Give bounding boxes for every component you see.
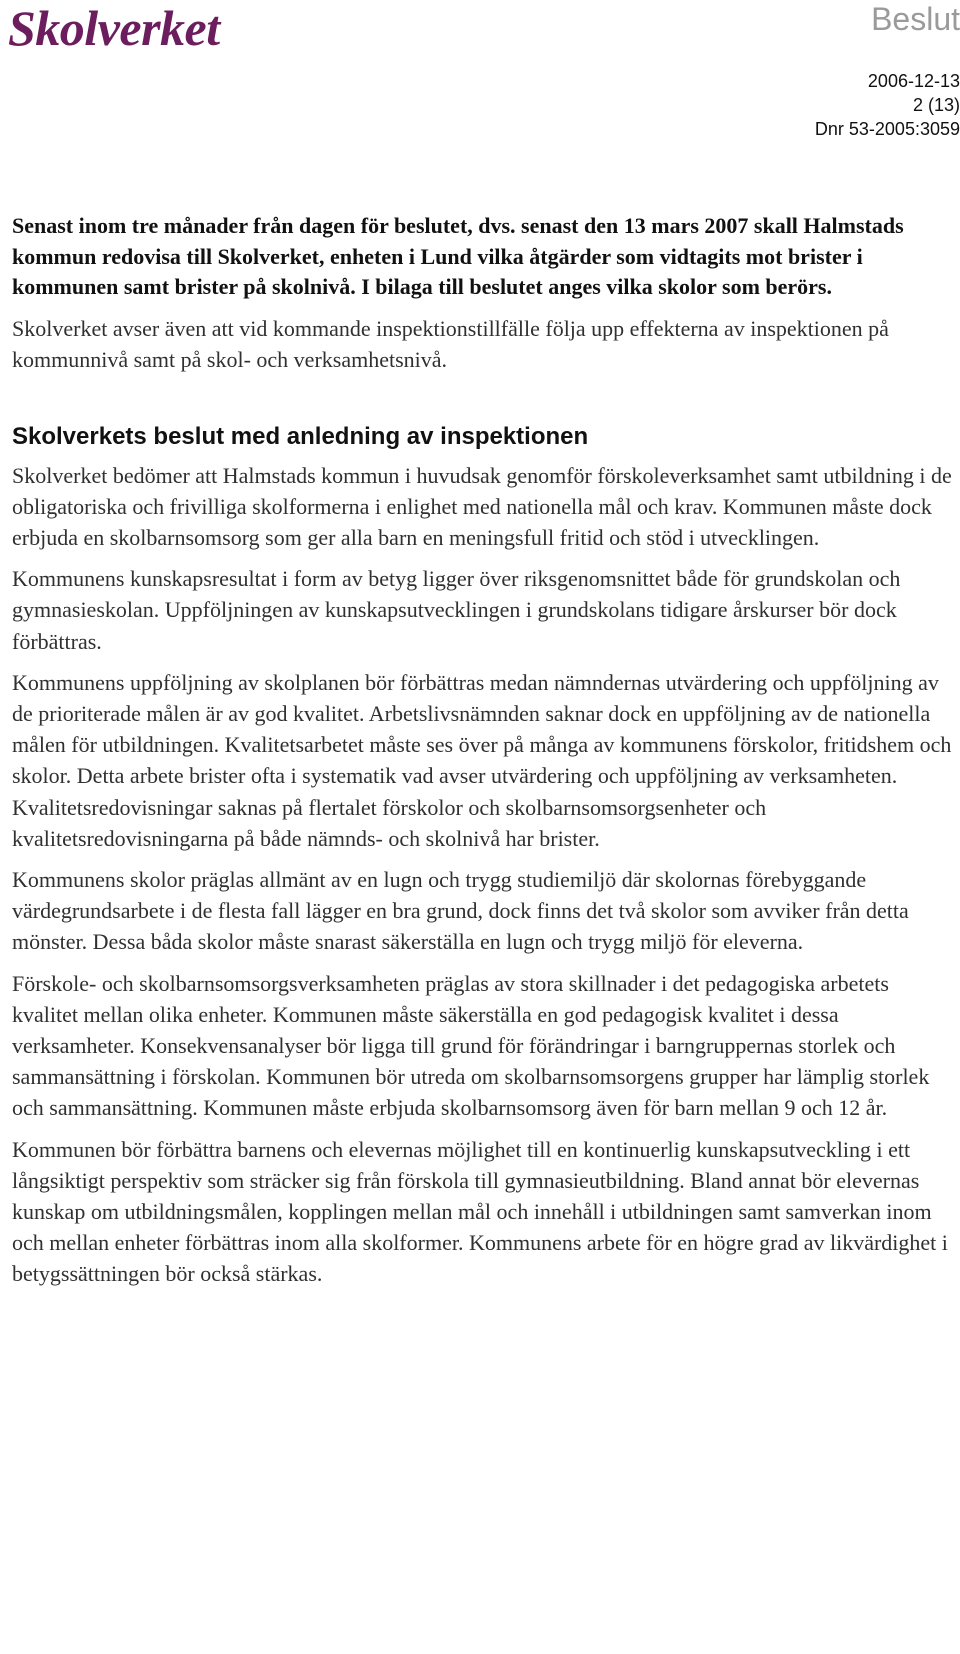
deadline-paragraph: Senast inom tre månader från dagen för beslutet, dvs. senast den 13 mars 2007 skall Halmstads kommun redovisa till Skolverket, enheten i Lund vilka åtgärder som vidtagits mot brister i kommunen samt brister på skolnivå. I bilaga till beslutet anges vilka skolor som berörs. [12,213,904,300]
section-heading: Skolverkets beslut med anledning av inspektionen [12,422,589,450]
body-paragraph: Kommunen bör förbättra barnens och elevernas möjlighet till en kontinuerlig kunskapsutveckling i ett långsiktigt perspektiv som sträcker sig från förskola till gymnasieutbildning. Bland annat bör elevernas kunskap om utbildningsmålen, kopplingen mellan mål och innehåll i utbildningen samt samverkan inom och mellan enheter förbättras inom alla skolformer. Kommunens arbete för en högre grad av likvärdighet i betygssättningen bör också stärkas. [12,1136,948,1287]
document-type-label: Beslut [871,1,960,37]
diary-number: Dnr 53-2005:3059 [814,119,960,139]
skolverket-logo: Skolverket [8,0,220,56]
document-body [12,211,956,1290]
body-paragraph: Kommunens skolor präglas allmänt av en lugn och trygg studiemiljö där skolornas förebyggande värdegrundsarbete i de flesta fall lägger en bra grund, dock finns det två skolor som avviker från detta mönster. Dessa båda skolor måste snarast säkerställa en lugn och trygg miljö för eleverna. [12,866,909,955]
body-paragraph: Kommunens kunskapsresultat i form av betyg ligger över riksgenomsnittet både för grundskolan och gymnasieskolan. Uppföljningen av kunskapsutvecklingen i grundskolans tidigare årskurser bör dock förbättras. [12,566,901,654]
page-number: 2 (13) [912,95,960,115]
document-meta [815,69,960,141]
body-paragraph: Skolverket bedömer att Halmstads kommun i huvudsak genomför förskoleverksamhet samt utbildning i de obligatoriska och frivilliga skolformerna i enlighet med nationella mål och krav. Kommunen måste dock erbjuda en skolbarnsomsorg som ger alla barn en meningsfull fritid och stöd i utvecklingen. [12,462,952,550]
intro-paragraph: Skolverket avser även att vid kommande inspektionstillfälle följa upp effekterna av inspektionen på kommunnivå samt på skol- och verksamhetsnivå. [12,316,889,373]
document-date: 2006-12-13 [867,71,960,91]
body-paragraph: Förskole- och skolbarnsomsorgsverksamheten präglas av stora skillnader i det pedagogiska arbetets kvalitet mellan olika enheter. Kommunen måste säkerställa en god pedagogisk kvalitet i dessa verksamheter. Konsekvensanalyser bör ligga till grund för förändringar i barngruppernas storlek och sammansättning i förskolan. Kommunen bör utreda om skolbarnsomsorgens grupper har lämplig storlek och sammansättning. Kommunen måste erbjuda skolbarnsomsorg även för barn mellan 9 och 12 år. [12,970,930,1121]
body-paragraph: Kommunens uppföljning av skolplanen bör förbättras medan nämndernas utvärdering och uppföljning av de prioriterade målen är av god kvalitet. Arbetslivsnämnden saknar dock en uppföljning av de nationella målen för utbildningen. Kvalitetsarbetet måste ses över på många av kommunens förskolor, fritidshem och skolor. Detta arbete brister ofta i systematik vad avser utvärdering och uppföljning av verksamheten. Kvalitetsredovisningar saknas på flertalet förskolor och skolbarnsomsorgsenheter och kvalitetsredovisningarna på både nämnds- och skolnivå har brister. [12,669,952,851]
